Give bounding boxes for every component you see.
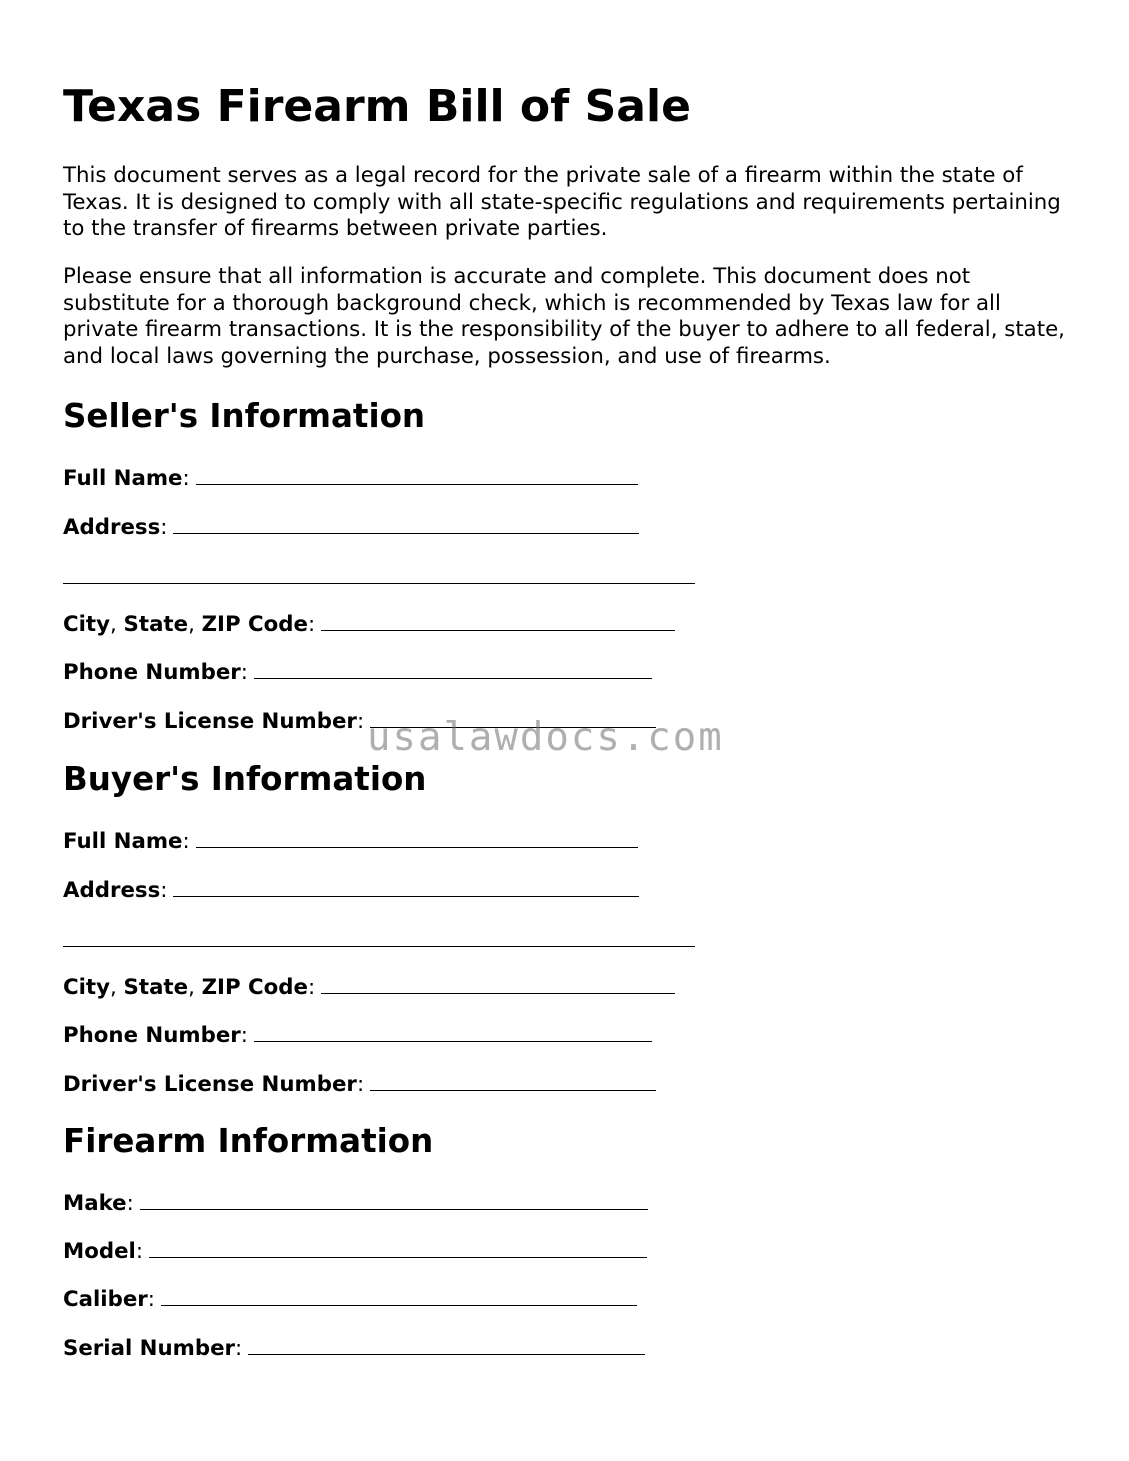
firearm-caliber-blank[interactable] (161, 1285, 637, 1306)
seller-phone-label: Phone Number (63, 660, 241, 685)
seller-full-name-field[interactable]: Full Name: (63, 464, 638, 492)
seller-phone-field[interactable]: Phone Number: (63, 658, 652, 686)
buyer-license-field[interactable]: Driver's License Number: (63, 1070, 656, 1098)
buyer-city-state-zip-blank[interactable] (321, 973, 675, 994)
buyer-section-heading: Buyer's Information (63, 760, 427, 798)
firearm-make-label: Make (63, 1191, 127, 1216)
seller-section-heading: Seller's Information (63, 397, 426, 435)
buyer-full-name-blank[interactable] (196, 827, 638, 848)
buyer-city-label: City (63, 975, 110, 1000)
seller-phone-blank[interactable] (254, 658, 652, 679)
firearm-model-field[interactable]: Model: (63, 1237, 647, 1265)
firearm-caliber-field[interactable]: Caliber: (63, 1285, 637, 1313)
buyer-full-name-field[interactable]: Full Name: (63, 827, 638, 855)
firearm-model-blank[interactable] (149, 1237, 647, 1258)
buyer-phone-field[interactable]: Phone Number: (63, 1021, 652, 1049)
firearm-serial-blank[interactable] (248, 1334, 645, 1355)
document-title: Texas Firearm Bill of Sale (63, 81, 691, 132)
firearm-serial-label: Serial Number (63, 1336, 236, 1361)
buyer-address-line-2[interactable] (63, 946, 695, 947)
seller-full-name-label: Full Name (63, 466, 183, 491)
intro-paragraph-2: Please ensure that all information is accurate and complete. This document does not substitute for a thorough background check, which is recommended by Texas law for all private firearm transactions. It is the responsibility of the buyer to adhere to all federal, state, and local laws governing the purchase, possession, and use of firearms. (63, 264, 1065, 369)
buyer-zip-label: ZIP Code (201, 975, 308, 1000)
seller-city-state-zip-blank[interactable] (321, 610, 675, 631)
buyer-address-field[interactable]: Address: (63, 876, 639, 904)
buyer-address-blank[interactable] (173, 876, 639, 897)
watermark: usalawdocs.com (367, 715, 724, 760)
firearm-serial-field[interactable]: Serial Number: (63, 1334, 645, 1362)
seller-address-blank[interactable] (173, 513, 639, 534)
buyer-phone-label: Phone Number (63, 1023, 241, 1048)
intro-paragraph-1: This document serves as a legal record for the private sale of a firearm within the state of Texas. It is designed to comply with all state-specific regulations and requirements pertaining to the transfer of firearms between private parties. (63, 163, 1061, 242)
buyer-state-label: State (123, 975, 189, 1000)
buyer-address-label: Address (63, 878, 161, 903)
seller-full-name-blank[interactable] (196, 464, 638, 485)
firearm-make-field[interactable]: Make: (63, 1189, 648, 1217)
seller-state-label: State (123, 612, 189, 637)
seller-address-field[interactable]: Address: (63, 513, 639, 541)
seller-zip-label: ZIP Code (201, 612, 308, 637)
buyer-city-state-zip-field[interactable]: City, State, ZIP Code: (63, 973, 675, 1001)
firearm-make-blank[interactable] (140, 1189, 648, 1210)
seller-city-label: City (63, 612, 110, 637)
buyer-license-label: Driver's License Number (63, 1072, 357, 1097)
buyer-full-name-label: Full Name (63, 829, 183, 854)
firearm-section-heading: Firearm Information (63, 1122, 434, 1160)
buyer-phone-blank[interactable] (254, 1021, 652, 1042)
seller-license-field[interactable]: Driver's License Number: (63, 707, 656, 735)
seller-license-label: Driver's License Number (63, 709, 357, 734)
firearm-caliber-label: Caliber (63, 1287, 148, 1312)
seller-city-state-zip-field[interactable]: City, State, ZIP Code: (63, 610, 675, 638)
buyer-license-blank[interactable] (370, 1070, 656, 1091)
seller-address-label: Address (63, 515, 161, 540)
seller-address-line-2[interactable] (63, 583, 695, 584)
firearm-model-label: Model (63, 1239, 136, 1264)
